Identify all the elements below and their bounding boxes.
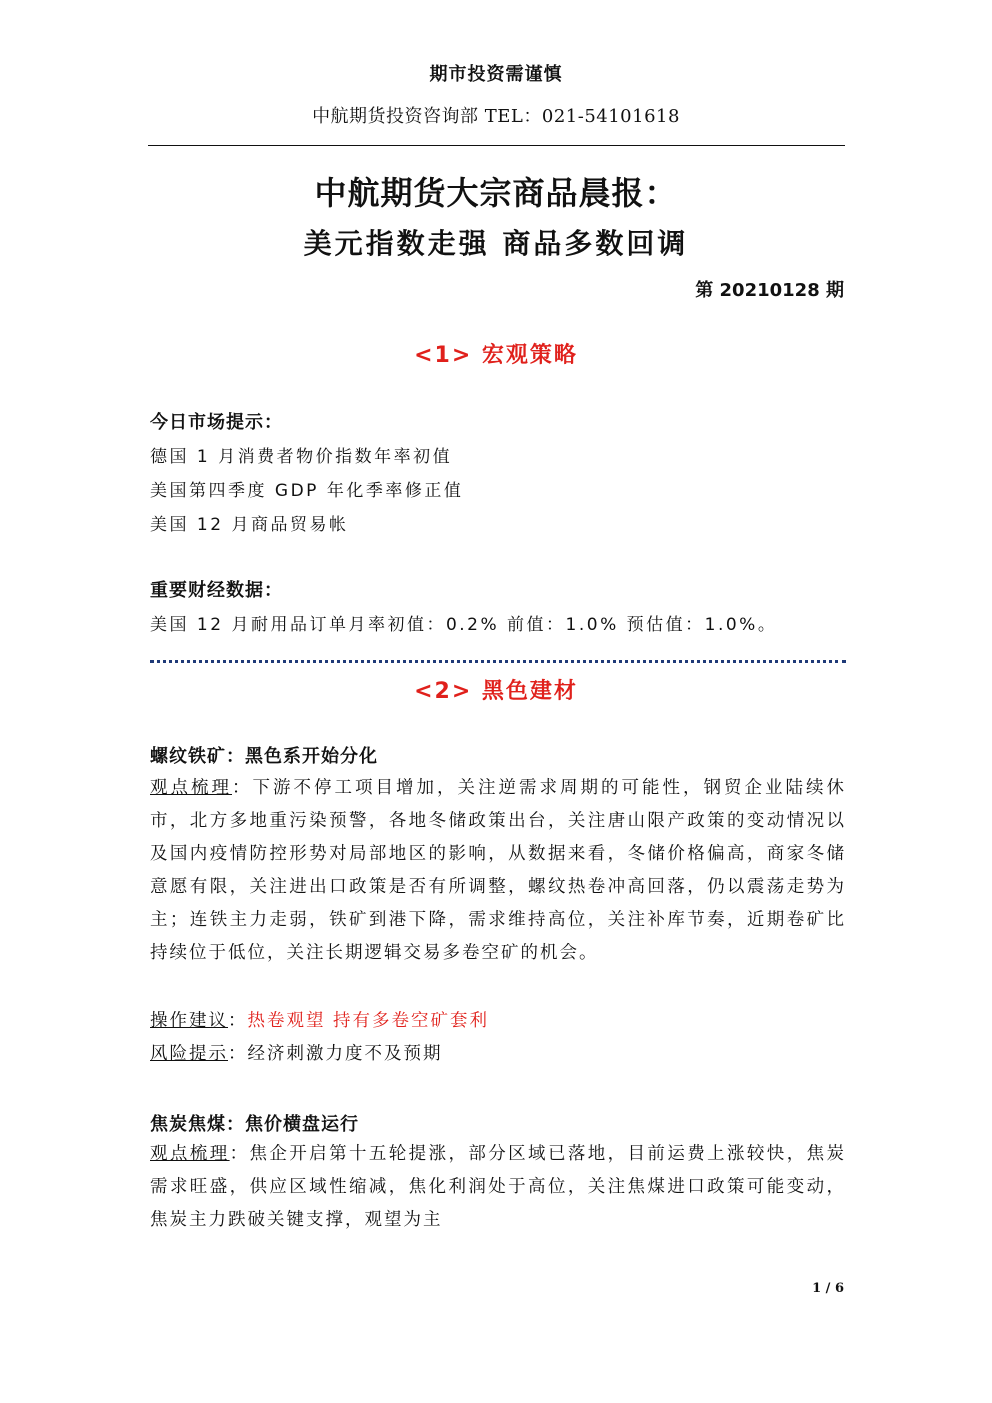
report-subtitle: 美元指数走强 商品多数回调 bbox=[303, 227, 689, 260]
market-tip-item: 美国 12 月商品贸易帐 bbox=[150, 515, 349, 535]
view-label: 观点梳理 bbox=[150, 778, 232, 798]
risk-label: 风险提示 bbox=[150, 1044, 228, 1064]
section-heading-macro: <1> 宏观策略 bbox=[414, 343, 578, 368]
rebar-view bbox=[150, 772, 846, 970]
header-contact: 中航期货投资咨询部 TEL：021-54101618 bbox=[312, 106, 680, 127]
view-text: ：焦企开启第十五轮提涨，部分区域已落地，目前运费上涨较快，焦炭需求旺盛，供应区域性缩减，焦化利润处于高位，关注焦煤进口政策可能变动，焦炭主力跌破关键支撑，观望为主 bbox=[150, 1144, 847, 1230]
rebar-title: 螺纹铁矿：黑色系开始分化 bbox=[150, 746, 378, 767]
rebar-advice bbox=[150, 1005, 846, 1038]
header-divider bbox=[148, 145, 845, 146]
market-tip-item: 美国第四季度 GDP 年化季率修正值 bbox=[150, 481, 464, 501]
section-heading-black: <2> 黑色建材 bbox=[414, 679, 578, 704]
issue-number: 第 20210128 期 bbox=[695, 280, 844, 301]
view-label: 观点梳理 bbox=[150, 1144, 230, 1164]
rebar-risk bbox=[150, 1038, 846, 1071]
section-divider bbox=[150, 660, 846, 663]
econ-data-label: 重要财经数据： bbox=[150, 580, 283, 601]
view-text: ：下游不停工项目增加，关注逆需求周期的可能性，钢贸企业陆续休市，北方多地重污染预警，各地冬储政策出台，关注唐山限产政策的变动情况以及国内疫情防控形势对局部地区的影响，从数据来看，冬储价格偏高，商家冬储意愿有限，关注进出口政策是否有所调整，螺纹热卷冲高回落，仍以震荡走势为主；连铁主力走弱，铁矿到港下降，需求维持高位，关注补库节奏，近期卷矿比持续位于低位，关注长期逻辑交易多卷空矿的机会。 bbox=[150, 778, 846, 963]
coke-title: 焦炭焦煤：焦价横盘运行 bbox=[150, 1114, 359, 1135]
advice-colon: ： bbox=[228, 1011, 248, 1031]
page-number: 1 / 6 bbox=[812, 1281, 844, 1296]
risk-text: ：经济刺激力度不及预期 bbox=[228, 1044, 443, 1064]
advice-value: 热卷观望 持有多卷空矿套利 bbox=[247, 1011, 490, 1031]
header-warning: 期市投资需谨慎 bbox=[429, 64, 563, 85]
market-tip-item: 德国 1 月消费者物价指数年率初值 bbox=[150, 447, 453, 467]
market-tips-label: 今日市场提示： bbox=[150, 412, 283, 433]
advice-label: 操作建议 bbox=[150, 1011, 228, 1031]
econ-data-line: 美国 12 月耐用品订单月率初值：0.2% 前值：1.0% 预估值：1.0%。 bbox=[150, 615, 778, 635]
report-title: 中航期货大宗商品晨报： bbox=[314, 174, 678, 212]
coke-view bbox=[150, 1138, 846, 1237]
